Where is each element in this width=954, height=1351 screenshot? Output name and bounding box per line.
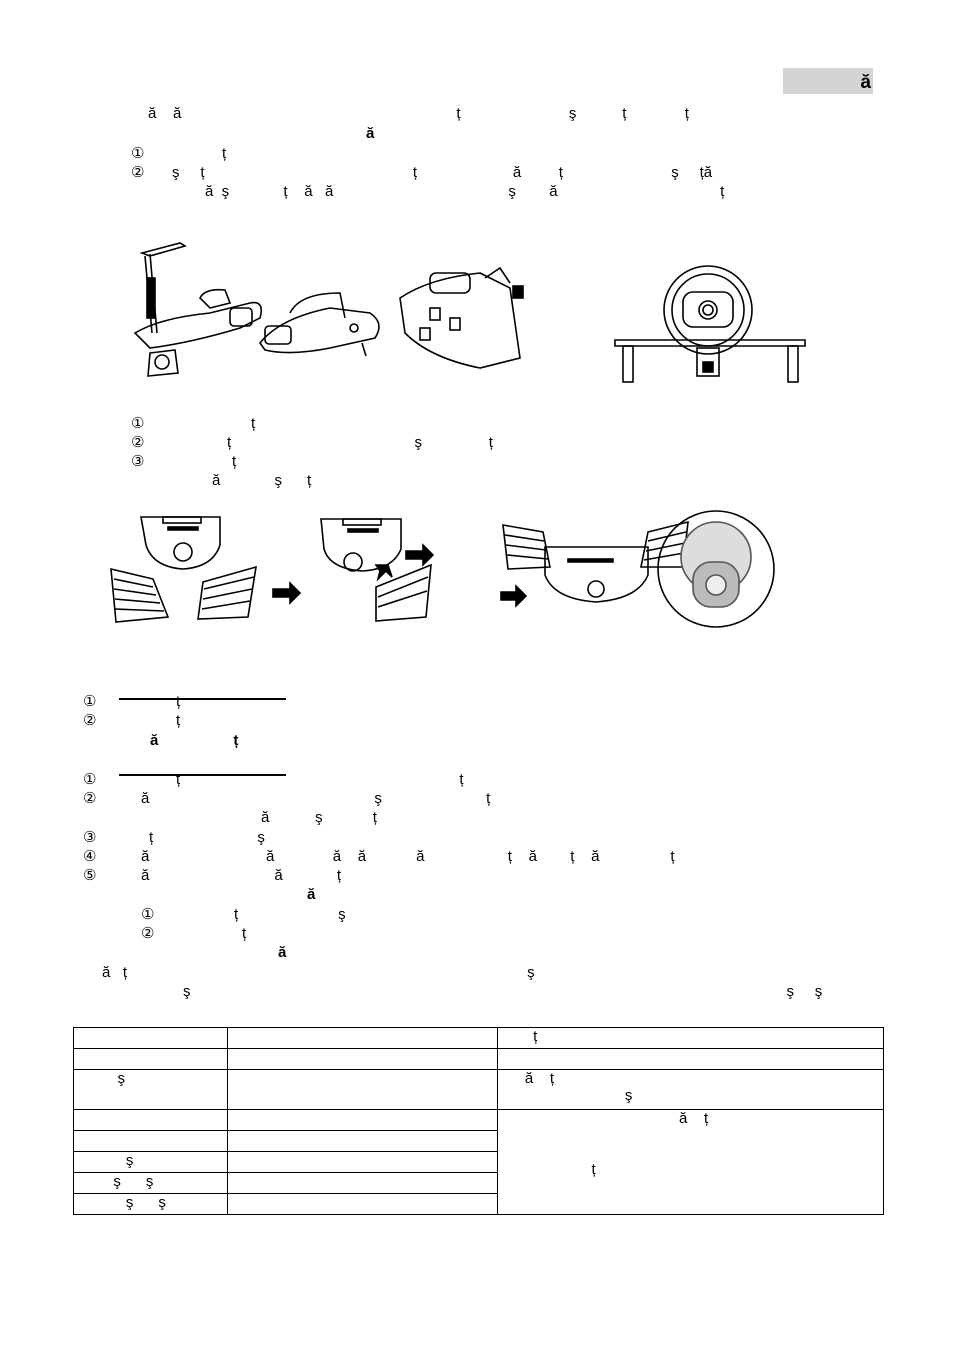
list-marker: ② (83, 789, 97, 807)
table-cell (228, 1028, 498, 1049)
list-marker: ② (131, 163, 145, 181)
list-marker: ② (131, 433, 145, 451)
text-line: ț ş (234, 906, 346, 923)
list-marker: ① (131, 414, 145, 432)
list-marker: ② (83, 711, 97, 729)
table-cell: ş ş (74, 1173, 228, 1194)
table-cell: ş (74, 1070, 228, 1110)
text-line: ă ş ț (141, 790, 491, 807)
table-cell (74, 1028, 228, 1049)
table-cell: ş (74, 1152, 228, 1173)
table-cell: ş ş (74, 1194, 228, 1215)
text-line: ț (232, 453, 237, 470)
list-marker: ① (83, 770, 97, 788)
list-marker: ⑤ (83, 866, 97, 884)
table-cell (228, 1049, 498, 1070)
text-line: ă ă ț ş ț ț (148, 105, 689, 122)
list-marker: ① (131, 144, 145, 162)
table-cell (228, 1110, 498, 1131)
lap-wings-assembly-figure (108, 507, 788, 632)
table-cell (74, 1049, 228, 1070)
text-line: ț (251, 415, 256, 432)
table-cell (498, 1049, 884, 1070)
table-cell (228, 1152, 498, 1173)
text-line: ț ț (176, 771, 464, 788)
text-line: ț (222, 145, 227, 162)
section-rule-2 (119, 774, 286, 776)
language-badge (783, 68, 873, 94)
text-line: ă ț ş (102, 964, 535, 981)
table-cell: ă ț ş (498, 1070, 884, 1110)
text-line: ț ş ț (227, 434, 493, 451)
table-cell (228, 1194, 498, 1215)
clamp-installation-figure (130, 238, 550, 388)
text-line: ă ă ă ă ă ț ă ț ă ț (141, 848, 675, 865)
list-marker: ④ (83, 847, 97, 865)
table-row (74, 1070, 884, 1110)
text-line: ă ş ț ă ă ş ă ț (205, 183, 725, 200)
table-cell (74, 1131, 228, 1152)
text-line: ş ț ț ă ț ş ță (172, 164, 713, 181)
text-line: ț (176, 712, 181, 729)
section-rule-1 (119, 698, 286, 700)
text-line: ț (242, 925, 247, 942)
wheel-on-table-figure (615, 262, 810, 387)
text-line: ă ş ț (212, 472, 312, 489)
list-marker: ① (83, 692, 97, 710)
text-line: ă ş ț (261, 809, 377, 826)
spec-table (73, 1027, 884, 1215)
text-line: ă ț (150, 732, 239, 749)
table-row (74, 1049, 884, 1070)
text-line: ş ş ş (183, 983, 823, 1000)
list-marker: ① (141, 905, 155, 923)
text-line: ă (278, 944, 287, 961)
text-line: ț (176, 693, 181, 710)
list-marker: ③ (83, 828, 97, 846)
table-row (74, 1028, 884, 1049)
table-cell (74, 1110, 228, 1131)
text-line: ă (366, 125, 375, 142)
list-marker: ② (141, 924, 155, 942)
text-line: ă ă ț (141, 867, 342, 884)
text-line: ă (307, 886, 316, 903)
table-row (74, 1110, 884, 1131)
table-cell: ț (498, 1028, 884, 1049)
language-badge-text: ă (860, 72, 871, 93)
table-cell: ă ț ț (498, 1110, 884, 1215)
list-marker: ③ (131, 452, 145, 470)
table-cell (228, 1173, 498, 1194)
text-line: ț ş (149, 829, 265, 846)
table-cell (228, 1131, 498, 1152)
table-cell (228, 1070, 498, 1110)
